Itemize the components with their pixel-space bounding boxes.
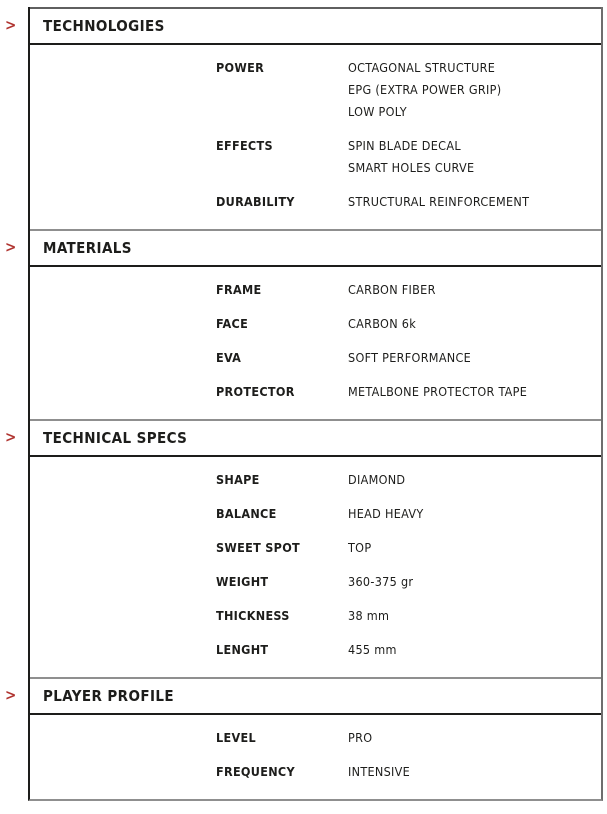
spec-values (348, 279, 593, 301)
spec-value: INTENSIVE (348, 764, 411, 779)
spec-row (216, 761, 593, 783)
spec-value: LOW POLY (348, 104, 407, 119)
spec-value: STRUCTURAL REINFORCEMENT (348, 194, 530, 209)
section-title: TECHNICAL SPECS (43, 429, 188, 447)
section-header[interactable] (5, 419, 601, 457)
section-header[interactable] (5, 7, 601, 45)
spec-value: EPG (EXTRA POWER GRIP) (348, 82, 502, 97)
spec-label: EFFECTS (216, 138, 273, 153)
spec-value: METALBONE PROTECTOR TAPE (348, 384, 528, 399)
spec-values (348, 605, 593, 627)
spec-label: SHAPE (216, 472, 260, 487)
spec-value: 360-375 gr (348, 574, 414, 589)
spec-value: OCTAGONAL STRUCTURE (348, 60, 496, 75)
section-header[interactable] (5, 229, 601, 267)
spec-label: LENGHT (216, 642, 269, 657)
spec-label: SWEET SPOT (216, 540, 301, 555)
spec-values (348, 57, 593, 123)
spec-label: LEVEL (216, 730, 256, 745)
spec-values (348, 313, 593, 335)
spec-row (216, 503, 593, 525)
spec-values (348, 639, 593, 661)
spec-section (5, 229, 601, 419)
spec-label: PROTECTOR (216, 384, 295, 399)
spec-row (216, 191, 593, 213)
section-title: MATERIALS (43, 239, 132, 257)
spec-label: FRAME (216, 282, 262, 297)
spec-values (348, 347, 593, 369)
chevron-right-icon[interactable]: > (5, 427, 17, 446)
spec-row (216, 57, 593, 123)
spec-row (216, 571, 593, 593)
spec-row (216, 279, 593, 301)
spec-row (216, 605, 593, 627)
spec-value: HEAD HEAVY (348, 506, 424, 521)
spec-value: CARBON FIBER (348, 282, 436, 297)
spec-values (348, 135, 593, 179)
spec-values (348, 727, 593, 749)
chevron-right-icon[interactable]: > (5, 237, 17, 256)
spec-value: SPIN BLADE DECAL (348, 138, 461, 153)
spec-value: SMART HOLES CURVE (348, 160, 475, 175)
spec-row (216, 135, 593, 179)
section-rows (30, 715, 601, 799)
spec-label: FACE (216, 316, 249, 331)
spec-values (348, 503, 593, 525)
spec-value: PRO (348, 730, 373, 745)
spec-values (348, 191, 593, 213)
spec-value: DIAMOND (348, 472, 406, 487)
spec-value: TOP (348, 540, 372, 555)
spec-row (216, 639, 593, 661)
spec-label: WEIGHT (216, 574, 269, 589)
spec-row (216, 381, 593, 403)
spec-value: CARBON 6k (348, 316, 417, 331)
spec-row (216, 727, 593, 749)
spec-label: POWER (216, 60, 265, 75)
section-rows (30, 45, 601, 229)
spec-section (5, 7, 601, 229)
chevron-right-icon[interactable]: > (5, 15, 17, 34)
section-title: PLAYER PROFILE (43, 687, 174, 705)
spec-row (216, 347, 593, 369)
spec-values (348, 571, 593, 593)
spec-label: DURABILITY (216, 194, 295, 209)
spec-section (5, 419, 601, 677)
spec-label: THICKNESS (216, 608, 290, 623)
spec-value: SOFT PERFORMANCE (348, 350, 472, 365)
spec-row (216, 469, 593, 491)
spec-label: EVA (216, 350, 242, 365)
spec-values (348, 381, 593, 403)
section-title: TECHNOLOGIES (43, 17, 165, 35)
spec-row (216, 313, 593, 335)
spec-values (348, 469, 593, 491)
spec-value: 38 mm (348, 608, 390, 623)
spec-values (348, 537, 593, 559)
spec-section (5, 677, 601, 799)
section-rows (30, 457, 601, 677)
section-rows (30, 267, 601, 419)
spec-table (5, 7, 603, 801)
spec-label: FREQUENCY (216, 764, 295, 779)
spec-value: 455 mm (348, 642, 397, 657)
spec-label: BALANCE (216, 506, 277, 521)
chevron-right-icon[interactable]: > (5, 685, 17, 704)
section-header[interactable] (5, 677, 601, 715)
spec-row (216, 537, 593, 559)
spec-values (348, 761, 593, 783)
